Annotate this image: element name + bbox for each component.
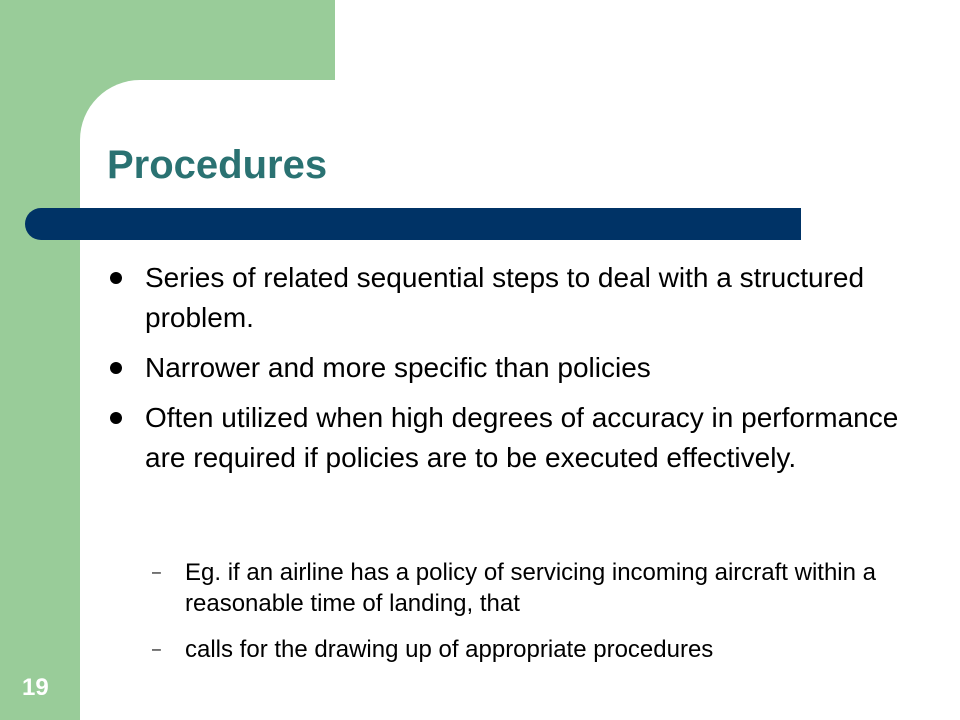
- bullet-item: [107, 348, 937, 388]
- dash-marker: –: [152, 564, 161, 581]
- slide-title: Procedures: [107, 143, 328, 187]
- slide-number: 19: [22, 674, 49, 701]
- sub-bullet-text: calls for the drawing up of appropriate procedures: [185, 636, 714, 663]
- sub-bullet-item: [152, 634, 912, 665]
- bullet-text: Series of related sequential steps to deal with a structured problem.: [145, 262, 865, 333]
- title-underline-bar: [25, 208, 801, 240]
- bullet-item: [107, 398, 937, 478]
- bullet-list: [107, 258, 937, 488]
- bullet-dot-icon: [110, 272, 122, 284]
- sub-bullet-list: [152, 557, 912, 680]
- bullet-item: [107, 258, 937, 338]
- bullet-text: Often utilized when high degrees of accuracy in performance are required if policies are to be executed effectively.: [145, 402, 899, 473]
- sub-bullet-text: Eg. if an airline has a policy of servicing incoming aircraft within a reasonable time of landing, that: [185, 559, 876, 617]
- sub-bullet-item: [152, 557, 912, 619]
- dash-marker: –: [152, 641, 161, 658]
- bullet-text: Narrower and more specific than policies: [145, 352, 651, 383]
- bullet-dot-icon: [110, 362, 122, 374]
- bullet-dot-icon: [110, 412, 122, 424]
